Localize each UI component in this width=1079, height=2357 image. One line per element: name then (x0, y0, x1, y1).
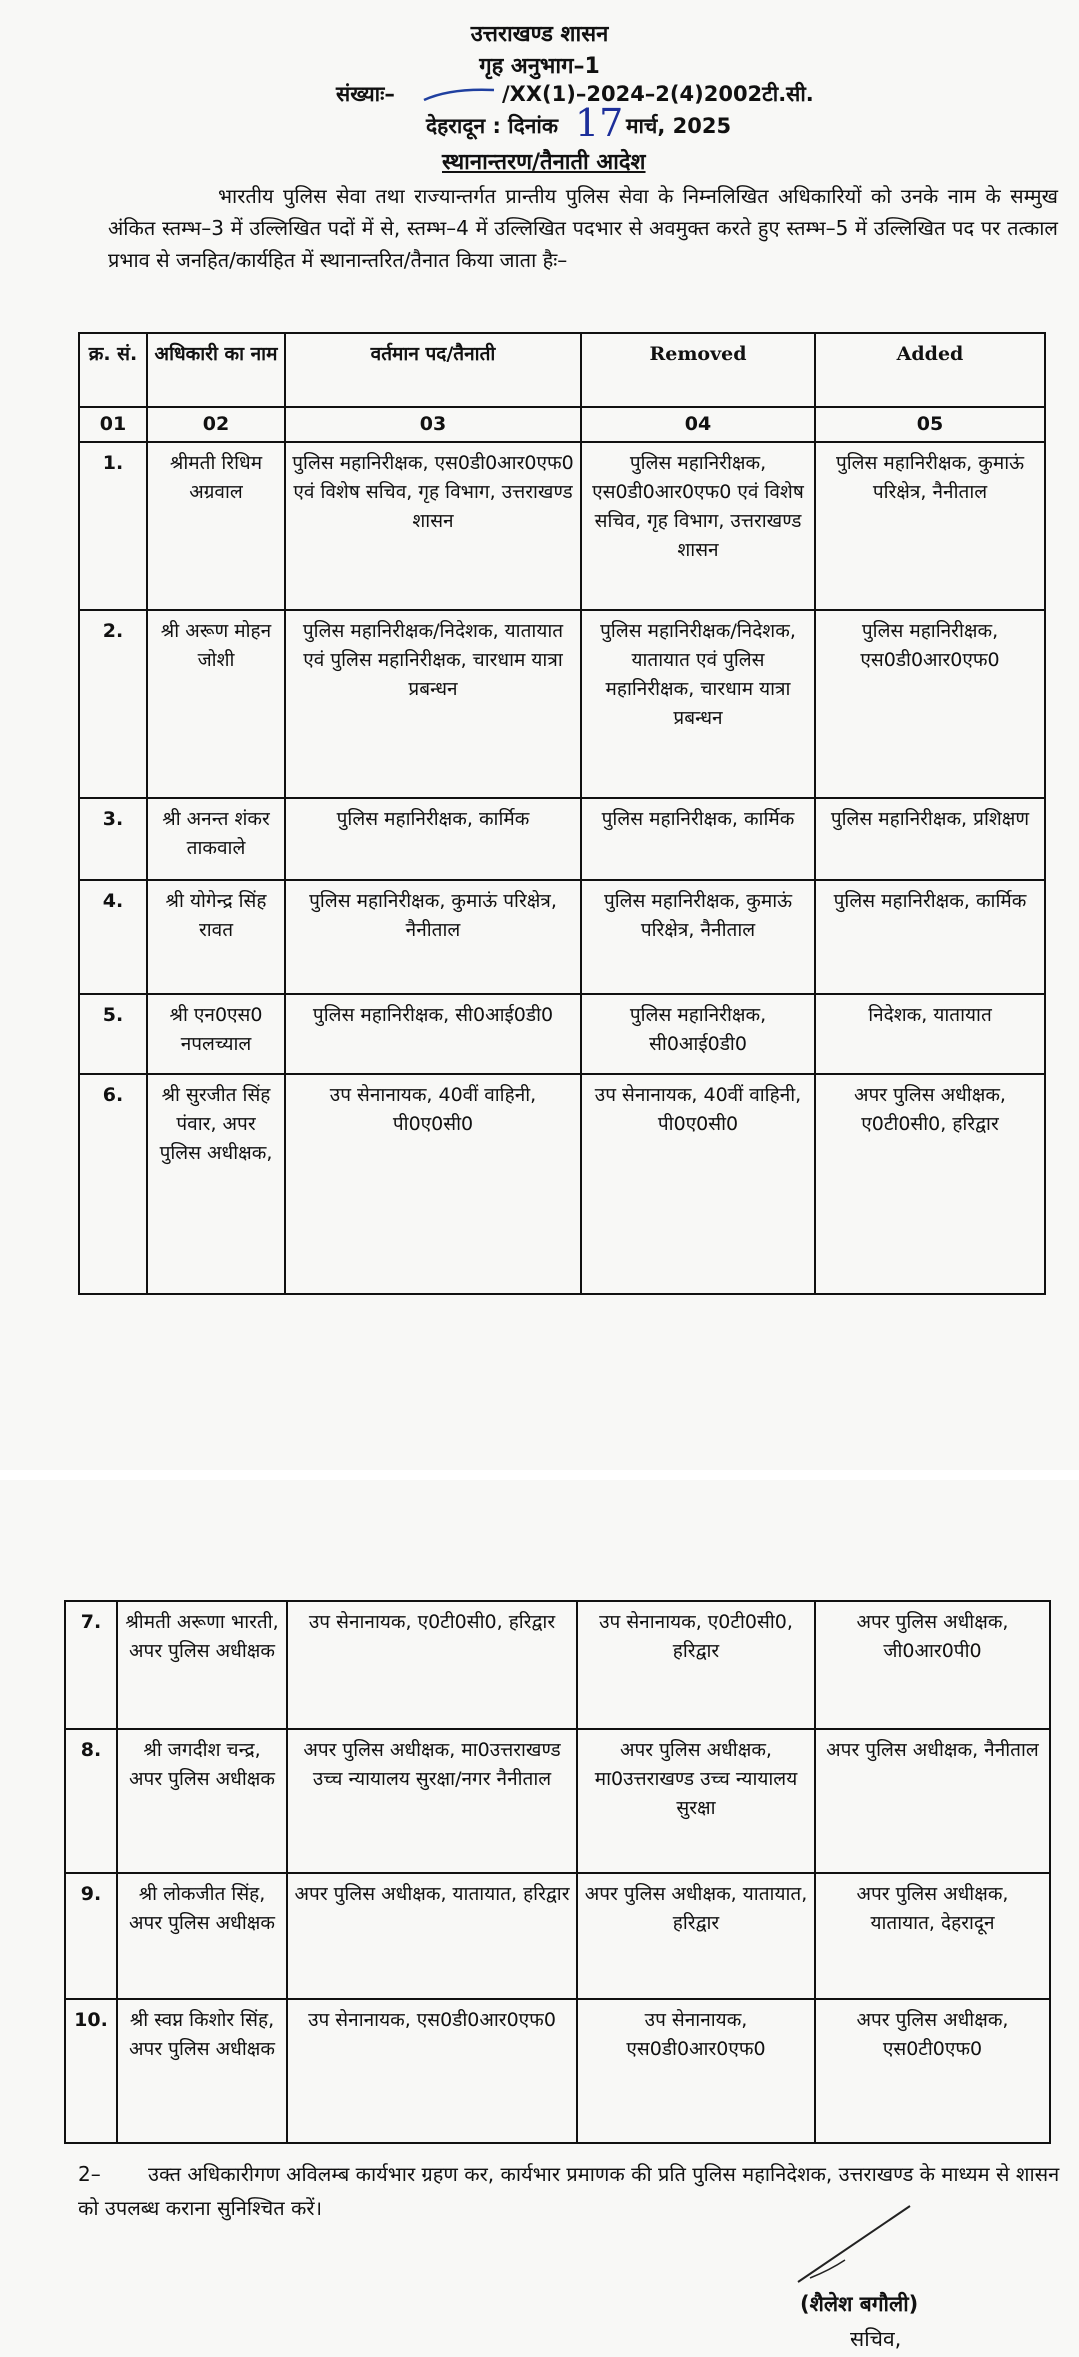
row-current-post: पुलिस महानिरीक्षक, एस0डी0आर0एफ0 एवं विशेष सचिव, गृह विभाग, उत्तराखण्ड शासन (285, 442, 581, 610)
row-added-post: पुलिस महानिरीक्षक, कार्मिक (815, 880, 1045, 994)
signatory-designation: सचिव, (850, 2327, 902, 2351)
row-officer-name: श्रीमती रिधिम अग्रवाल (147, 442, 285, 610)
header-officer-name: अधिकारी का नाम (147, 333, 285, 407)
signature-icon (790, 2200, 920, 2290)
row-officer-name: श्री लोकजीत सिंह, अपर पुलिस अधीक्षक (117, 1873, 287, 1999)
column-number: 02 (147, 407, 285, 442)
government-heading: उत्तराखण्ड शासन (470, 22, 609, 47)
row-current-post: उप सेनानायक, एस0डी0आर0एफ0 (287, 1999, 577, 2143)
row-current-post: पुलिस महानिरीक्षक, कार्मिक (285, 798, 581, 880)
row-removed-post: पुलिस महानिरीक्षक, कार्मिक (581, 798, 815, 880)
row-current-post: अपर पुलिस अधीक्षक, यातायात, हरिद्वार (287, 1873, 577, 1999)
closing-text: उक्त अधिकारीगण अविलम्ब कार्यभार ग्रहण कर, कार्यभार प्रमाणक की प्रति पुलिस महानिदेशक, उत्तराखण्ड के माध्यम से शासन को उपलब्ध कराना सुनिश्चित करें। (78, 2162, 1060, 2220)
order-title: स्थानान्तरण/तैनाती आदेश (442, 150, 646, 175)
date-label: देहरादून : दिनांक (426, 114, 558, 138)
row-serial: 10. (65, 1999, 117, 2143)
row-serial: 4. (79, 880, 147, 994)
row-current-post: उप सेनानायक, ए0टी0सी0, हरिद्वार (287, 1601, 577, 1729)
row-removed-post: उप सेनानायक, एस0डी0आर0एफ0 (577, 1999, 815, 2143)
column-number: 01 (79, 407, 147, 442)
row-added-post: पुलिस महानिरीक्षक, कुमाऊं परिक्षेत्र, नैनीताल (815, 442, 1045, 610)
row-serial: 3. (79, 798, 147, 880)
row-current-post: अपर पुलिस अधीक्षक, मा0उत्तराखण्ड उच्च न्यायालय सुरक्षा/नगर नैनीताल (287, 1729, 577, 1873)
column-number-row (79, 407, 1045, 442)
table-row (65, 1999, 1050, 2143)
row-added-post: अपर पुलिस अधीक्षक, नैनीताल (815, 1729, 1050, 1873)
row-current-post: उप सेनानायक, 40वीं वाहिनी, पी0ए0सी0 (285, 1074, 581, 1294)
row-removed-post: अपर पुलिस अधीक्षक, यातायात, हरिद्वार (577, 1873, 815, 1999)
table-row (65, 1873, 1050, 1999)
row-removed-post: अपर पुलिस अधीक्षक, मा0उत्तराखण्ड उच्च न्यायालय सुरक्षा (577, 1729, 815, 1873)
table-header-row (79, 333, 1045, 407)
row-serial: 2. (79, 610, 147, 798)
date-month-year: मार्च, 2025 (626, 114, 732, 138)
row-officer-name: श्री अनन्त शंकर ताकवाले (147, 798, 285, 880)
header-removed: Removed (581, 333, 815, 407)
row-officer-name: श्री जगदीश चन्द्र, अपर पुलिस अधीक्षक (117, 1729, 287, 1873)
handwritten-date-day: 17 (575, 101, 624, 145)
row-added-post: निदेशक, यातायात (815, 994, 1045, 1074)
column-number: 04 (581, 407, 815, 442)
row-added-post: अपर पुलिस अधीक्षक, ए0टी0सी0, हरिद्वार (815, 1074, 1045, 1294)
row-officer-name: श्री एन0एस0 नपलच्याल (147, 994, 285, 1074)
table-row (79, 798, 1045, 880)
table-row (65, 1729, 1050, 1873)
transfer-table-part-2 (64, 1600, 1051, 2144)
row-current-post: पुलिस महानिरीक्षक, कुमाऊं परिक्षेत्र, नैनीताल (285, 880, 581, 994)
row-serial: 7. (65, 1601, 117, 1729)
header-added: Added (815, 333, 1045, 407)
row-officer-name: श्री योगेन्द्र सिंह रावत (147, 880, 285, 994)
row-removed-post: उप सेनानायक, ए0टी0सी0, हरिद्वार (577, 1601, 815, 1729)
row-serial: 5. (79, 994, 147, 1074)
row-serial: 1. (79, 442, 147, 610)
header-current-post: वर्तमान पद/तैनाती (285, 333, 581, 407)
order-number-label: संख्याः– (336, 82, 395, 106)
table-row (79, 1074, 1045, 1294)
row-removed-post: पुलिस महानिरीक्षक, एस0डी0आर0एफ0 एवं विशेष सचिव, गृह विभाग, उत्तराखण्ड शासन (581, 442, 815, 610)
row-officer-name: श्री अरूण मोहन जोशी (147, 610, 285, 798)
row-removed-post: उप सेनानायक, 40वीं वाहिनी, पी0ए0सी0 (581, 1074, 815, 1294)
row-removed-post: पुलिस महानिरीक्षक, कुमाऊं परिक्षेत्र, नैनीताल (581, 880, 815, 994)
table-row (79, 442, 1045, 610)
table-row (65, 1601, 1050, 1729)
page-separator (0, 1470, 1079, 1480)
column-number: 03 (285, 407, 581, 442)
table-row (79, 610, 1045, 798)
header-serial: क्र. सं. (79, 333, 147, 407)
signatory-name: (शैलेश बगौली) (800, 2292, 919, 2316)
row-added-post: पुलिस महानिरीक्षक, प्रशिक्षण (815, 798, 1045, 880)
row-removed-post: पुलिस महानिरीक्षक/निदेशक, यातायात एवं पुलिस महानिरीक्षक, चारधाम यात्रा प्रबन्धन (581, 610, 815, 798)
row-removed-post: पुलिस महानिरीक्षक, सी0आई0डी0 (581, 994, 815, 1074)
table-row (79, 994, 1045, 1074)
handwritten-stroke-icon (420, 84, 500, 104)
row-officer-name: श्री स्वप्न किशोर सिंह, अपर पुलिस अधीक्षक (117, 1999, 287, 2143)
row-added-post: अपर पुलिस अधीक्षक, एस0टी0एफ0 (815, 1999, 1050, 2143)
row-added-post: अपर पुलिस अधीक्षक, यातायात, देहरादून (815, 1873, 1050, 1999)
intro-paragraph: भारतीय पुलिस सेवा तथा राज्यान्तर्गत प्रान्तीय पुलिस सेवा के निम्नलिखित अधिकारियों को उनके नाम के सम्मुख अंकित स्तम्भ–3 में उल्लिखित पदों में से, स्तम्भ–4 में उल्लिखित पदभार से अवमुक्त करते हुए स्तम्भ–5 में उल्लिखित पद पर तत्काल प्रभाव से जनहित/कार्यहित में स्थानान्तरित/तैनात किया जाता हैः– (108, 184, 1058, 272)
column-number: 05 (815, 407, 1045, 442)
row-current-post: पुलिस महानिरीक्षक, सी0आई0डी0 (285, 994, 581, 1074)
table-row (79, 880, 1045, 994)
row-serial: 8. (65, 1729, 117, 1873)
row-current-post: पुलिस महानिरीक्षक/निदेशक, यातायात एवं पुलिस महानिरीक्षक, चारधाम यात्रा प्रबन्धन (285, 610, 581, 798)
row-officer-name: श्री सुरजीत सिंह पंवार, अपर पुलिस अधीक्षक, (147, 1074, 285, 1294)
row-added-post: पुलिस महानिरीक्षक, एस0डी0आर0एफ0 (815, 610, 1045, 798)
order-number: /XX(1)–2024–2(4)2002टी.सी. (502, 82, 814, 106)
department-heading: गृह अनुभाग–1 (479, 54, 600, 79)
row-officer-name: श्रीमती अरूणा भारती, अपर पुलिस अधीक्षक (117, 1601, 287, 1729)
transfer-table-part-1 (78, 332, 1046, 1295)
row-serial: 9. (65, 1873, 117, 1999)
row-added-post: अपर पुलिस अधीक्षक, जी0आर0पी0 (815, 1601, 1050, 1729)
closing-number: 2– (78, 2162, 101, 2186)
row-serial: 6. (79, 1074, 147, 1294)
